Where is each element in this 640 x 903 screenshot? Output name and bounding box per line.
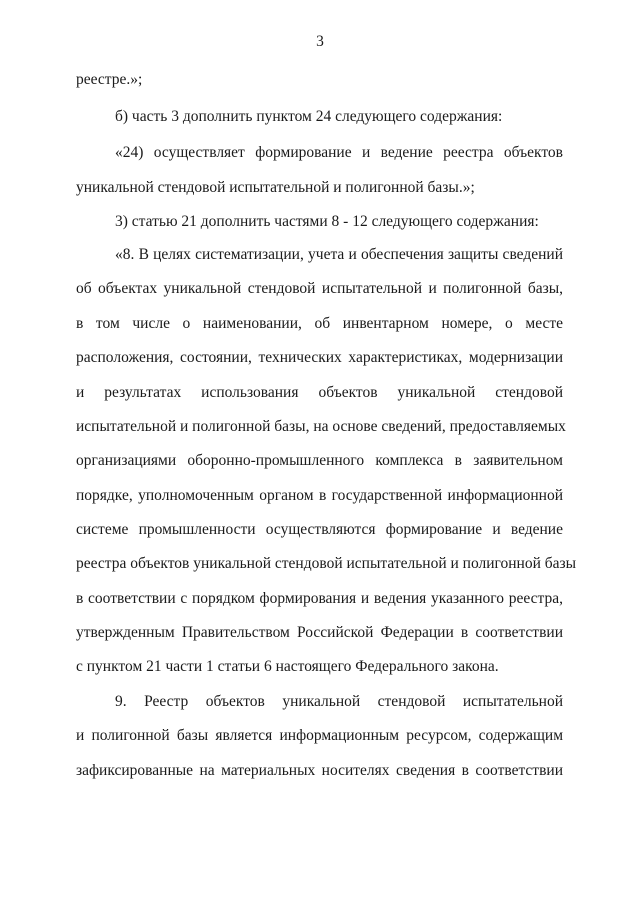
- text-line: испытательной и полигонной базы, на основе сведений, предоставляемых: [76, 418, 566, 435]
- text-line: уникальной стендовой испытательной и полигонной базы.»;: [76, 179, 475, 196]
- text-line: и результатах использования объектов уникальной стендовой: [76, 384, 563, 401]
- text-line: 3) статью 21 дополнить частями 8 - 12 следующего содержания:: [115, 213, 539, 230]
- text-line: об объектах уникальной стендовой испытательной и полигонной базы,: [76, 280, 563, 297]
- text-line: в соответствии с порядком формирования и ведения указанного реестра,: [76, 590, 563, 607]
- text-line: расположения, состоянии, технических характеристиках, модернизации: [76, 349, 563, 366]
- text-line: системе промышленности осуществляются формирование и ведение: [76, 521, 563, 538]
- text-line: в том числе о наименовании, об инвентарном номере, о месте: [76, 315, 563, 332]
- text-line: «8. В целях систематизации, учета и обеспечения защиты сведений: [115, 246, 563, 263]
- text-line: порядке, уполномоченным органом в государственной информационной: [76, 487, 563, 504]
- page-number: 3: [316, 33, 324, 50]
- text-line: утвержденным Правительством Российской Федерации в соответствии: [76, 624, 563, 641]
- text-line: б) часть 3 дополнить пунктом 24 следующего содержания:: [115, 108, 503, 125]
- text-line: с пунктом 21 части 1 статьи 6 настоящего Федерального закона.: [76, 658, 499, 675]
- text-line: зафиксированные на материальных носителях сведения в соответствии: [76, 762, 563, 779]
- text-line: реестра объектов уникальной стендовой испытательной и полигонной базы: [76, 555, 577, 572]
- text-line: «24) осуществляет формирование и ведение реестра объектов: [115, 144, 563, 161]
- text-line: 9. Реестр объектов уникальной стендовой испытательной: [115, 693, 563, 710]
- text-line: реестре.»;: [76, 71, 143, 88]
- text-line: организациями оборонно-промышленного комплекса в заявительном: [76, 452, 563, 469]
- text-line: и полигонной базы является информационным ресурсом, содержащим: [76, 727, 563, 744]
